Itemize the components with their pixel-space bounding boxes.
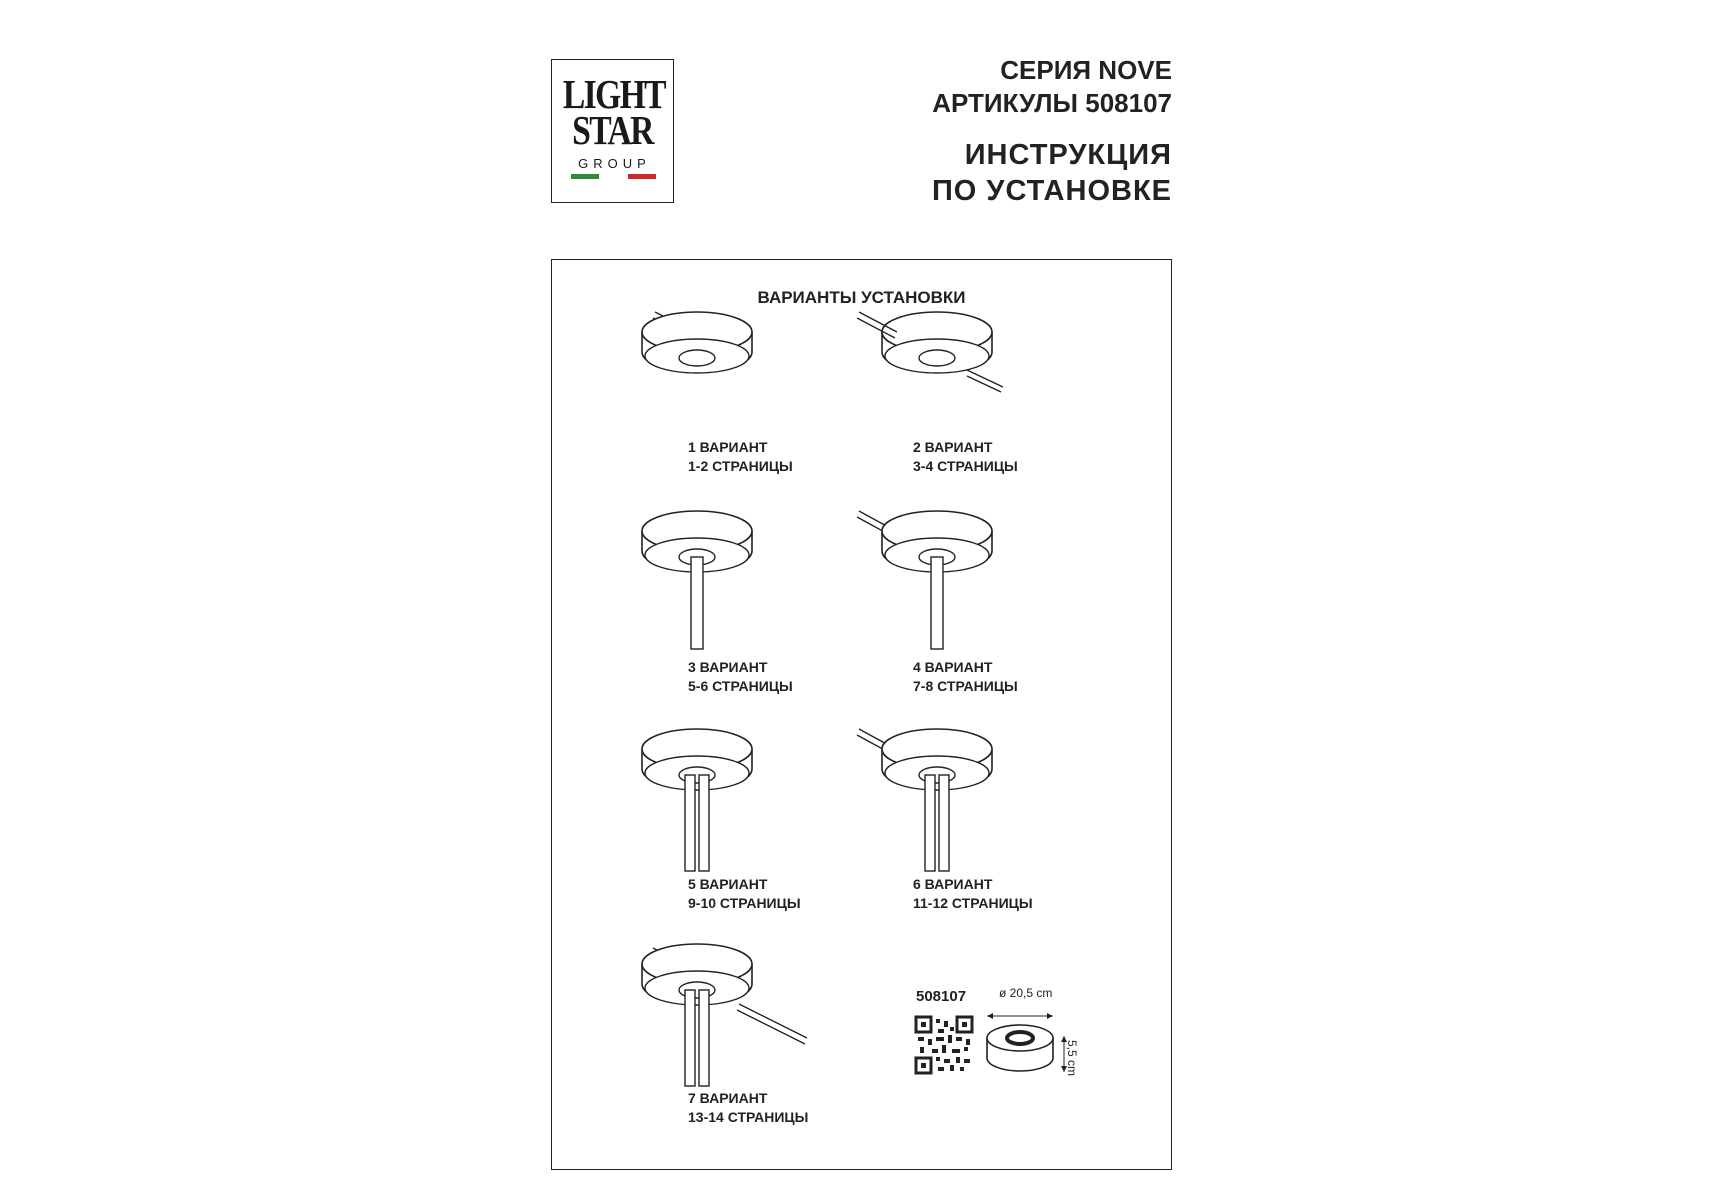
brand-logo — [551, 59, 674, 203]
variant-7-illustration — [642, 944, 807, 1086]
product-code: 508107 — [916, 988, 967, 1005]
instruction-title-line1: ИНСТРУКЦИЯ — [964, 139, 1172, 171]
variant-3-caption — [688, 658, 793, 696]
instruction-title-line2: ПО УСТАНОВКЕ — [931, 175, 1172, 207]
variant-pages: 3-4 СТРАНИЦЫ — [913, 458, 1018, 474]
variant-name: 5 ВАРИАНТ — [688, 876, 768, 892]
variant-1-illustration — [642, 312, 752, 373]
variant-2-illustration — [857, 312, 1003, 392]
variant-name: 2 ВАРИАНТ — [913, 439, 993, 455]
variant-pages: 7-8 СТРАНИЦЫ — [913, 678, 1018, 694]
variant-7-caption — [688, 1089, 808, 1127]
installation-variants-panel — [551, 259, 1172, 1170]
series-title: СЕРИЯ NOVE — [1000, 55, 1172, 85]
variant-6-illustration — [857, 729, 992, 871]
variant-6-caption — [913, 875, 1033, 913]
variant-name: 4 ВАРИАНТ — [913, 659, 993, 675]
product-diameter: ø 20,5 cm — [999, 986, 1053, 1000]
articles-title: АРТИКУЛЫ 508107 — [932, 88, 1172, 118]
panel-title: ВАРИАНТЫ УСТАНОВКИ — [757, 288, 966, 307]
logo-line-group: GROUP — [578, 156, 651, 171]
variant-4-illustration — [857, 511, 992, 649]
variant-4-caption — [913, 658, 1018, 696]
variant-name: 1 ВАРИАНТ — [688, 439, 768, 455]
variants-diagram — [552, 260, 1173, 1171]
logo-line-light: LIGHT — [562, 71, 665, 117]
product-height: 5,5 cm — [1065, 1040, 1079, 1077]
italian-flag-icon — [571, 174, 656, 179]
variant-5-caption — [688, 875, 801, 913]
variant-name: 7 ВАРИАНТ — [688, 1090, 768, 1106]
variant-2-caption — [913, 438, 1018, 476]
variant-pages: 13-14 СТРАНИЦЫ — [688, 1109, 809, 1125]
qr-code-icon — [916, 1017, 972, 1073]
document-header — [932, 54, 1172, 209]
logo-line-star: STAR — [572, 107, 653, 153]
variant-pages: 5-6 СТРАНИЦЫ — [688, 678, 793, 694]
variant-pages: 9-10 СТРАНИЦЫ — [688, 895, 801, 911]
variant-3-illustration — [642, 511, 752, 649]
variant-pages: 11-12 СТРАНИЦЫ — [913, 895, 1033, 911]
variant-1-caption — [688, 438, 793, 476]
product-illustration — [987, 1013, 1067, 1072]
variant-name: 6 ВАРИАНТ — [913, 876, 993, 892]
variant-pages: 1-2 СТРАНИЦЫ — [688, 458, 793, 474]
variant-name: 3 ВАРИАНТ — [688, 659, 768, 675]
variant-5-illustration — [642, 729, 752, 871]
